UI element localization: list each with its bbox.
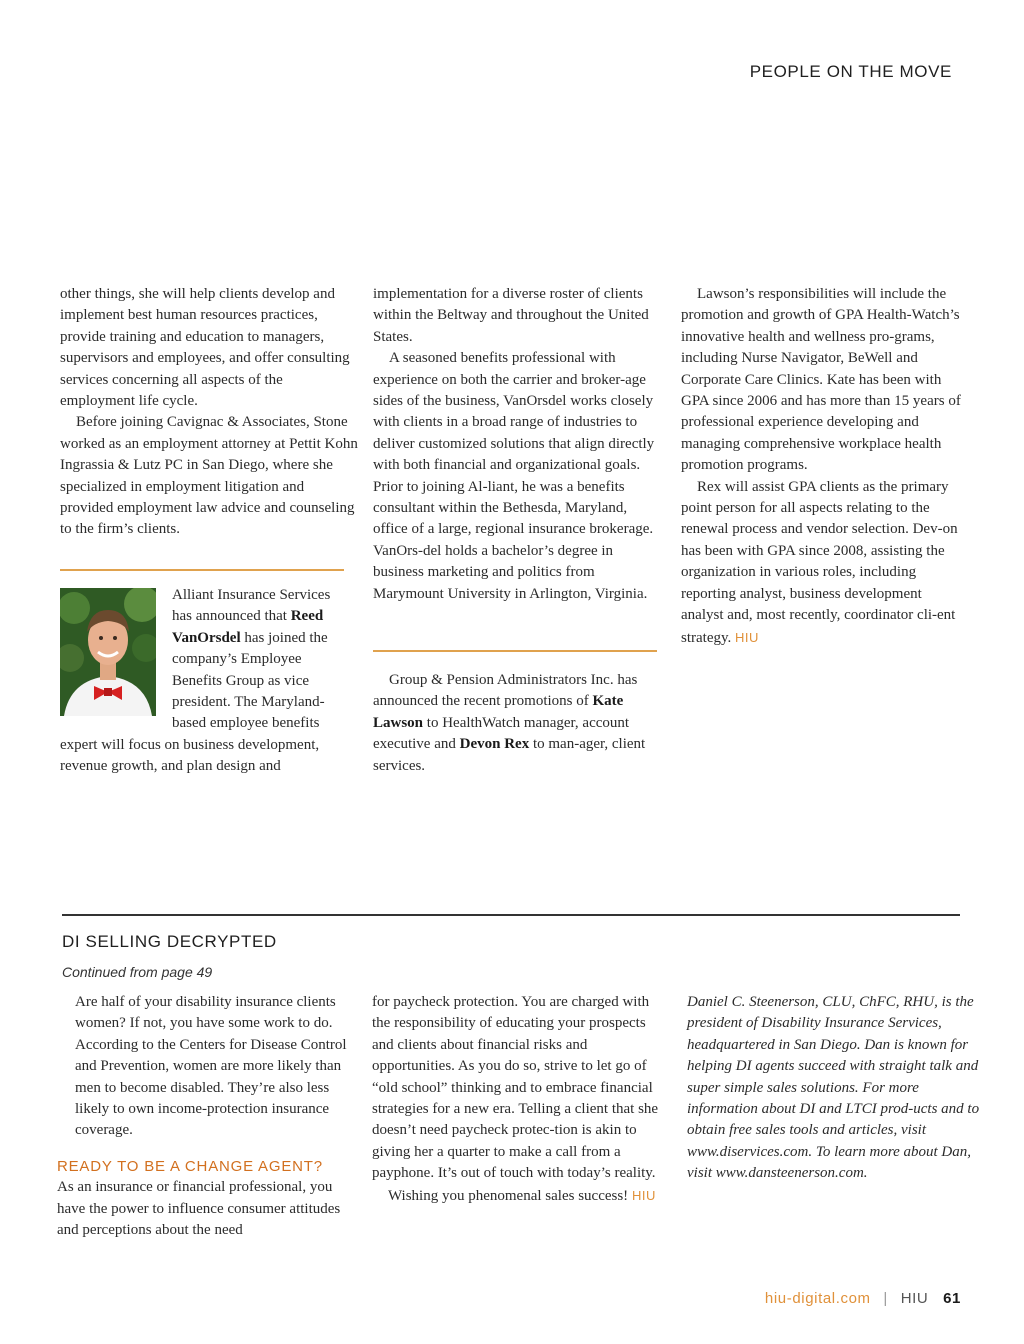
hiu-end-mark: HIU — [735, 629, 759, 645]
paragraph: Wishing you phenomenal sales success! — [388, 1187, 629, 1204]
person-name: Kate Lawson — [373, 693, 624, 731]
paragraph: Lawson’s responsibilities will include the promotion and growth of GPA Health-Watch’s innovative health and wellness pro-grams, including Nurse Navigator, BeWell and Corporate Care Clinics. Kate has been with GPA since 2006 and has more than 15 years of professional experience developing and managing comprehensive workplace health promotion programs. — [681, 286, 961, 474]
divider — [60, 569, 344, 571]
magazine-name: HIU — [900, 1290, 929, 1307]
paragraph: As an insurance or financial professional, you have the power to influence consumer attitudes and perceptions about the need — [57, 1179, 341, 1239]
paragraph: Before joining Cavignac & Associates, Stone worked as an employment attorney at Pettit Kohn Ingrassia & Lutz PC in San Diego, where she specialized in employment litigation and provided employment law advice and counseling to the firm’s clients. — [60, 414, 358, 538]
announcement-text: to HealthWatch manager, account executive and — [373, 714, 630, 753]
paragraph: Are half of your disability insurance clients women? If not, you have some work to do. According to the Centers for Disease Control and Prevention, women are more likely than men to become disabled. They’re also less likely to own income-protection insurance coverage. — [75, 994, 347, 1139]
bottom-column-2 — [372, 992, 667, 1207]
section-divider — [62, 914, 960, 916]
announcement-text: Alliant Insurance Services has announced that — [172, 587, 331, 625]
section-title: DI SELLING DECRYPTED — [62, 932, 277, 951]
paragraph: A seasoned benefits professional with experience on both the carrier and broker-age sides of the business, VanOrsdel works closely with clients in a broad range of industries to deliver customized solutions that align directly with both financial and organizational goals. Prior to joining Al-liant, he was a benefits consultant within the Bethesda, Maryland, office of a large, regional insurance brokerage. VanOrs-del holds a bachelor’s degree in business marketing and politics from Marymount University in Arlington, Virginia. — [373, 350, 655, 602]
top-column-2 — [373, 284, 663, 605]
announcement-text: Group & Pension Administrators Inc. has announced the recent promotions of — [373, 672, 638, 710]
footer-separator: | — [883, 1290, 888, 1307]
hiu-end-mark: HIU — [631, 1187, 656, 1203]
subhead: READY TO BE A CHANGE AGENT? — [57, 1157, 323, 1175]
paragraph: Rex will assist GPA clients as the primary point person for all aspects relating to the renewal process and vendor selection. Dev-on has been with GPA since 2008, assisting the organization in various roles, including reporting analyst, business development analyst and, most recently, coordinator cli-ent strategy. — [681, 478, 958, 646]
paragraph: for paycheck protection. You are charged with the responsibility of educating your prospects and clients about financial risks and opportunities. As you do so, strive to let go of “old school” thinking and to embrace financial strategies for a new era. Telling a client that she doesn’t need paycheck protec-tion is akin to giving her a quarter to make a call from a payphone. It’s out of touch with today’s reality. — [372, 994, 659, 1182]
section-title: PEOPLE ON THE MOVE — [749, 62, 952, 81]
gpa-announcement — [373, 670, 658, 777]
page-footer — [765, 1290, 961, 1307]
person-name: Devon Rex — [459, 736, 530, 753]
paragraph: other things, she will help clients develop and implement best human resources practices, provide training and education to managers, supervisors and employees, and offer consulting services concerning all aspects of the employment life cycle. — [60, 286, 350, 410]
top-column-3 — [681, 284, 966, 649]
announcement-text: has joined the company’s Employee Benefits Group as vice president. The Maryland-based employee benefits expert will focus on business development, revenue growth, and plan design and — [60, 629, 328, 775]
divider — [373, 650, 657, 652]
person-name: Reed VanOrsdel — [172, 608, 324, 646]
top-column-1 — [60, 284, 360, 541]
announcement-text: to man-ager, client services. — [373, 736, 646, 774]
bottom-column-1 — [57, 992, 357, 1241]
paragraph: implementation for a diverse roster of clients within the Beltway and throughout the United States. — [373, 286, 649, 345]
page-number: 61 — [943, 1290, 961, 1307]
author-bio — [687, 992, 987, 1185]
continued-note: Continued from page 49 — [62, 964, 213, 980]
reed-announcement — [60, 585, 344, 778]
paragraph: Daniel C. Steenerson, CLU, ChFC, RHU, is the president of Disability Insurance Services, headquartered in San Diego. Dan is known for helping DI agents succeed with straight talk and super simple sales solutions. For more information about DI and LTCI prod-ucts and to obtain free sales tools and articles, visit www.diservices.com. To learn more about Dan, visit www.dansteenerson.com. — [687, 994, 980, 1182]
site-url: hiu-digital.com — [764, 1290, 871, 1307]
